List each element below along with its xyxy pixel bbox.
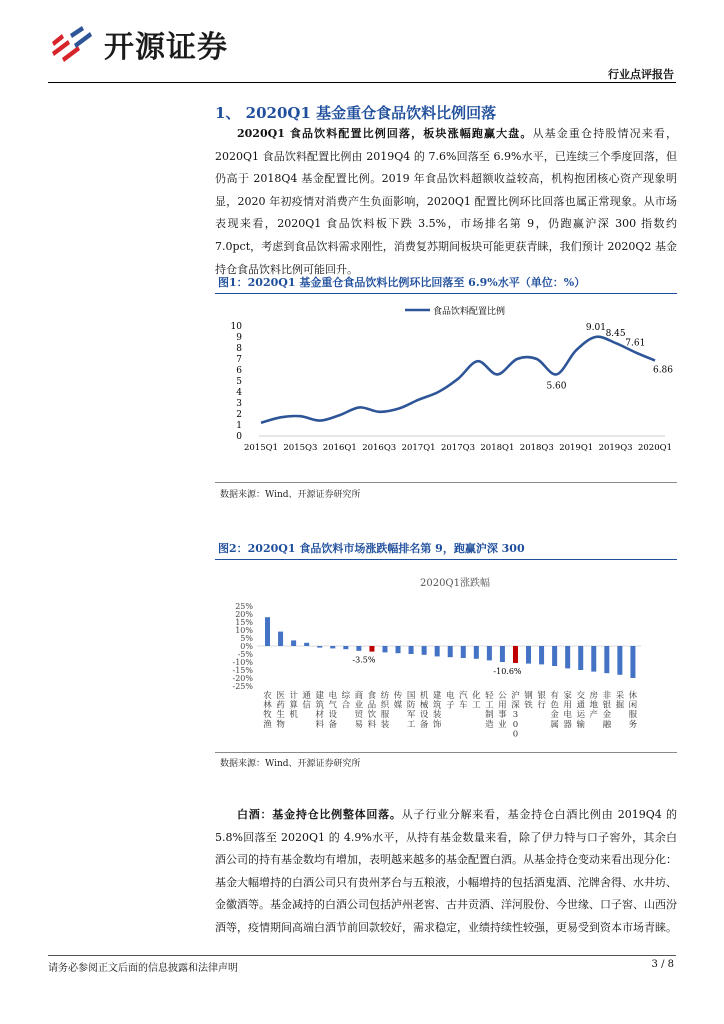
section-title: 1、 2020Q1 基金重仓食品饮料比例回落 [215,104,497,122]
category-label: 机械设备 [419,691,429,730]
paragraph-lead: 2020Q1 食品饮料配置比例回落，板块涨幅跑赢大盘。 [237,127,533,140]
bar-交通运输 [578,646,583,670]
figure2-bottom-rule [215,752,677,753]
category-label: 传媒 [393,691,403,711]
line-chart [215,296,677,484]
category-label: 有色金属 [550,691,559,730]
bar-通信 [304,643,309,646]
y-tick-label: -5% [237,650,253,659]
x-tick-label: 2016Q3 [362,443,397,453]
header-divider [48,82,676,83]
category-label: 电子 [445,691,455,711]
bar-房地产 [591,646,596,672]
bar-沪深300 [513,646,518,663]
category-label: 综合 [341,691,351,711]
x-tick-label: 2018Q3 [519,443,554,453]
category-label: 房地产 [589,691,599,721]
series-line-food-beverage [261,337,655,423]
brand-logo [48,22,228,66]
y-tick-label: 10 [230,322,242,332]
category-label: 医药生物 [276,691,285,730]
bar-汽车 [461,646,466,658]
category-label: 银行 [537,691,546,711]
paragraph-allocation [215,123,677,281]
figure2-source: 数据来源：Wind、开源证券研究所 [220,759,361,769]
bar-建筑装饰 [435,646,440,656]
footer-divider [48,955,676,956]
paragraph-baijiu [215,804,677,940]
category-label: 交通运输 [576,691,585,730]
y-tick-label: -15% [232,666,253,675]
category-label: 轻工制造 [485,691,494,730]
page-number: 3 / 8 [651,959,674,970]
y-tick-label: 0% [240,642,253,651]
y-tick-label: -25% [232,682,253,691]
x-tick-label: 2019Q3 [598,443,633,453]
y-tick-label: 10% [235,626,253,635]
x-tick-label: 2016Q1 [322,443,357,453]
bar-计算机 [291,640,296,646]
bar-公用事业 [500,646,505,662]
y-tick-label: 15% [235,618,253,627]
figure2-rule [215,559,677,560]
bar-轻工制造 [487,646,492,660]
x-tick-label: 2020Q1 [637,443,673,453]
category-label: 建筑装饰 [432,691,442,730]
bar-机械设备 [422,646,427,655]
bar-综合 [343,646,348,649]
y-tick-label: 4 [236,388,242,398]
x-tick-label: 2015Q1 [243,443,279,453]
bar-chart [215,562,677,750]
paragraph-body: 从基金重仓持股情况来看，2020Q1 食品饮料配置比例由 2019Q4 的 7.6%回落至 6.9%水平，已连续三个季度回落，但仍高于 2018Q4 基金配置比例。2019 年食品饮料超额收益较高，机构抱团核心资产现象明显，2020 年初疫情对消费产生负面影响，2020Q1 配置比例环比回落也属正常现象。从市场表现来看，2020Q1 食品饮料板下跌 3.5%，市场排名第 9，仍跑赢沪深 300 指数约 7.0pct，考虑到食品饮料需求刚性，消费复苏期间板块可能更获青睐，我们预计 2020Q2 基金持仓食品饮料比例可能回升。 [215,127,677,276]
category-label: 计算机 [289,691,298,721]
figure2-title: 图2：2020Q1 食品饮料市场涨跌幅排名第 9，跑赢沪深 300 [218,542,525,555]
category-label: 商业贸易 [354,691,364,730]
category-label: 钢铁 [524,691,533,711]
figure1-source: 数据来源：Wind、开源证券研究所 [220,490,361,500]
bar-采掘 [617,646,622,675]
figure1-rule [215,293,677,294]
category-label: 沪深 3 0 0 [511,691,520,740]
category-label: 纺织服装 [380,691,390,730]
category-label: 农林牧渔 [263,691,272,730]
category-label: 采掘 [615,691,625,711]
y-tick-label: 0 [236,432,242,442]
report-type: 行业点评报告 [608,68,674,81]
y-tick-label: -20% [232,674,253,683]
bar-食品饮料 [369,646,374,652]
bar-国防军工 [409,646,414,654]
category-label: 电气设备 [328,691,338,730]
bar-非银金融 [604,646,609,673]
figure1-title: 图1：2020Q1 基金重仓食品饮料比例环比回落至 6.9%水平（单位：%） [218,276,586,289]
category-label: 化工 [472,691,481,711]
x-tick-label: 2017Q1 [401,443,436,453]
category-label: 建筑材料 [315,691,324,730]
footer-disclaimer: 请务必参阅正文后面的信息披露和法律声明 [48,963,238,974]
y-tick-label: -10% [232,658,253,667]
bar-医药生物 [278,632,283,646]
data-label: 6.86 [652,365,674,376]
category-label: 休闲服务 [628,691,638,730]
bar-电气设备 [330,646,335,648]
bar-农林牧渔 [265,617,270,646]
category-label: 汽车 [459,691,468,711]
x-tick-label: 2019Q1 [559,443,594,453]
logo-mark-icon [48,24,96,64]
brand-name: 开源证券 [104,30,228,65]
chart2-title: 2020Q1涨跌幅 [419,578,491,589]
bar-休闲服务 [630,646,635,678]
legend-label: 食品饮料配置比例 [433,307,506,317]
data-label: 7.61 [625,338,646,349]
y-tick-label: 8 [236,344,242,354]
bar-纺织服装 [382,646,387,652]
category-label: 非银金融 [602,691,612,730]
x-tick-label: 2017Q3 [440,443,476,453]
category-label: 食品饮料 [367,691,377,730]
y-tick-label: 5 [236,377,242,387]
figure1-bottom-rule [215,482,677,483]
category-label: 通信 [302,691,311,711]
data-label: -3.5% [352,655,376,665]
bar-有色金属 [552,646,557,666]
category-label: 公用事业 [498,691,507,730]
paragraph-lead: 白酒：基金持仓比例整体回落。 [237,808,402,821]
bar-化工 [474,646,479,659]
data-label: 8.45 [605,329,626,340]
y-tick-label: 20% [235,610,253,619]
y-tick-label: 25% [235,602,253,611]
y-tick-label: 9 [236,333,242,343]
bar-家用电器 [565,646,570,668]
data-label: -10.6% [493,666,522,676]
y-tick-label: 2 [236,410,242,420]
category-label: 国防军工 [406,691,416,730]
paragraph-body: 从子行业分解来看，基金持仓白酒比例由 2019Q4 的 5.8%回落至 2020Q1 的 4.9%水平，从持有基金数量来看，除了伊力特与口子窖外，其余白酒公司的持有基金数均有增加，表明越来越多的基金配置白酒。从基金持仓变动来看出现分化：基金大幅增持的白酒公司只有贵州茅台与五粮液，小幅增持的包括酒鬼酒、沱牌舍得、水井坊、金徽酒等。基金减持的白酒公司包括泸州老窖、古井贡酒、洋河股份、今世缘、口子窖、山西汾酒等，疫情期间高端白酒节前回款较好，需求稳定，业绩持续性较强，更易受到资本市场青睐。 [215,808,677,934]
data-label: 5.60 [546,381,567,392]
bar-传媒 [396,646,401,653]
y-tick-label: 5% [240,634,253,643]
bar-商业贸易 [356,646,361,651]
bar-钢铁 [526,646,531,664]
bar-银行 [539,646,544,664]
data-label: 9.01 [585,322,606,333]
category-label: 家用电器 [563,691,572,730]
x-tick-label: 2015Q3 [283,443,318,453]
y-tick-label: 6 [236,366,242,376]
y-tick-label: 7 [236,355,242,365]
y-tick-label: 1 [236,421,242,431]
x-tick-label: 2018Q1 [480,443,515,453]
bar-电子 [448,646,453,657]
bar-建筑材料 [317,646,322,648]
y-tick-label: 3 [236,399,242,409]
